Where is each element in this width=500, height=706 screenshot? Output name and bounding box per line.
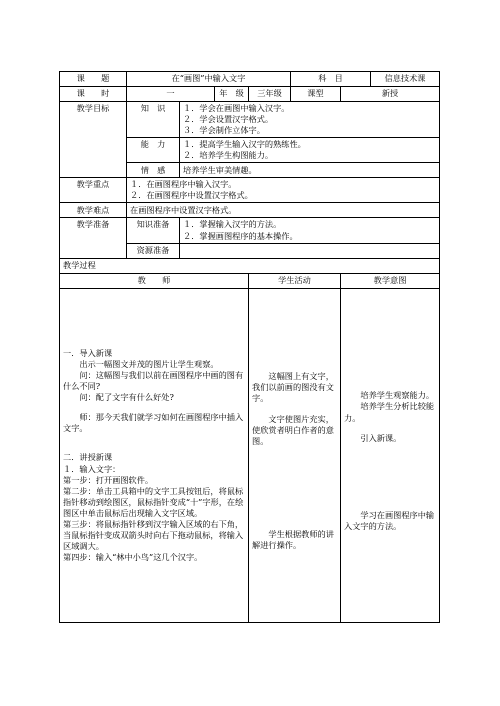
knowledge-label: 知 识: [127, 102, 180, 138]
prep-knowledge-item: ２．掌握画图程序的基本操作。: [183, 230, 298, 241]
keypoints-row: [60, 178, 440, 203]
knowledge-item: ３．学会制作立体字。: [183, 125, 265, 136]
intro-paragraph: 问：这幅图与我们以前在画图程序中画的图有什么不同?: [63, 370, 244, 392]
subject-value: 信息技术课: [371, 72, 440, 87]
difficulty-label: 教学难点: [60, 203, 127, 218]
emotion-text: 培养学生审美情趣。: [180, 163, 440, 178]
preparation-knowledge-row: [60, 218, 440, 243]
intent-paragraph: 培养学生分析比较能力。: [344, 401, 435, 423]
prep-resource-value: [180, 243, 440, 258]
student-column: [249, 288, 341, 622]
keypoints-items: [127, 178, 440, 203]
topic-value: 在“画图”中输入文字: [127, 72, 291, 87]
prep-knowledge-item: １．掌握输入汉字的方法。: [183, 219, 282, 230]
difficulty-text: 在画图程序中设置汉字格式。: [127, 203, 440, 218]
process-body-row: [60, 288, 440, 622]
ability-item: １．提高学生输入汉字的熟练性。: [183, 139, 306, 150]
prep-knowledge-items: [180, 218, 440, 243]
teacher-column: [60, 288, 249, 622]
knowledge-item: ２．学会设置汉字格式。: [183, 114, 274, 125]
grade-label: 年 级: [215, 87, 249, 102]
ability-items: [180, 138, 440, 163]
col-teacher-header: 教 师: [60, 273, 249, 288]
keypoint-item: ２．在画图程序中设置汉字格式。: [130, 190, 253, 201]
keypoints-label: 教学重点: [60, 178, 127, 203]
subject-label: 科 目: [291, 72, 371, 87]
step-text: 第四步：输入“林中小鸟”这几个汉字。: [63, 552, 203, 563]
new-lesson-subheading: １．输入文字：: [63, 463, 121, 474]
intent-column: [341, 288, 440, 622]
header-row-1: [60, 72, 440, 87]
process-label-row: [60, 258, 440, 273]
ability-label: 能 力: [127, 138, 180, 163]
prep-resource-label: 资源准备: [127, 243, 180, 258]
col-intent-header: 教学意图: [341, 273, 440, 288]
process-label: 教学过程: [60, 258, 440, 273]
step-text: 第三步：将鼠标指针移到汉字输入区域的右下角，当鼠标指针变成双箭头时向右下拖动鼠标，将输入区域调大。: [63, 518, 244, 551]
knowledge-item: １．学会在画图中输入汉字。: [183, 103, 290, 113]
keypoint-item: １．在画图程序中输入汉字。: [130, 179, 237, 190]
difficulty-row: [60, 203, 440, 218]
intro-paragraph: 师：那今天我们就学习如何在画图程序中插入文字。: [63, 412, 244, 434]
type-label: 课型: [291, 87, 341, 102]
student-paragraph: 学生根据教师的讲解进行操作。: [252, 528, 334, 550]
intent-paragraph: 引入新课。: [360, 432, 402, 443]
student-paragraph: 这幅图上有文字，我们以前画的图没有文字。: [252, 371, 334, 404]
intro-paragraph: 问：配了文字有什么好处?: [79, 392, 174, 403]
knowledge-items: [180, 102, 440, 138]
ability-item: ２．培养学生构图能力。: [183, 150, 274, 161]
prep-knowledge-label: 知识准备: [127, 218, 180, 243]
intro-heading: 一．导入新课: [63, 348, 113, 359]
step-text: 第二步：单击工具箱中的文字工具按钮后，将鼠标指针移动到绘图区，鼠标指针变成“十”字形，在绘图区中单击鼠标后出现输入文字区域。: [63, 485, 244, 518]
student-paragraph: 文字使图片充实，使欣赏者明白作者的意图。: [252, 413, 334, 446]
goals-label: 教学目标: [60, 102, 127, 178]
type-value: 新授: [341, 87, 440, 102]
grade-value: 三年级: [249, 87, 291, 102]
new-lesson-heading: 二．讲授新课: [63, 452, 113, 463]
intro-paragraph: 出示一幅图文并茂的图片让学生观察。: [79, 359, 219, 370]
step-text: 第一步：打开画图软件。: [63, 474, 154, 485]
period-label: 课 时: [60, 87, 127, 102]
period-value: 一: [127, 87, 215, 102]
intent-paragraph: 培养学生观察能力。: [360, 390, 435, 401]
intent-paragraph: 学习在画图程序中输入文字的方法。: [344, 509, 435, 531]
preparation-label: 教学准备: [60, 218, 127, 258]
process-header-row: [60, 273, 440, 288]
header-row-2: [60, 87, 440, 102]
lesson-plan-table: [59, 71, 440, 623]
emotion-label: 情 感: [127, 163, 180, 178]
goals-knowledge-row: [60, 102, 440, 138]
topic-label: 课 题: [60, 72, 127, 87]
col-student-header: 学生活动: [249, 273, 341, 288]
